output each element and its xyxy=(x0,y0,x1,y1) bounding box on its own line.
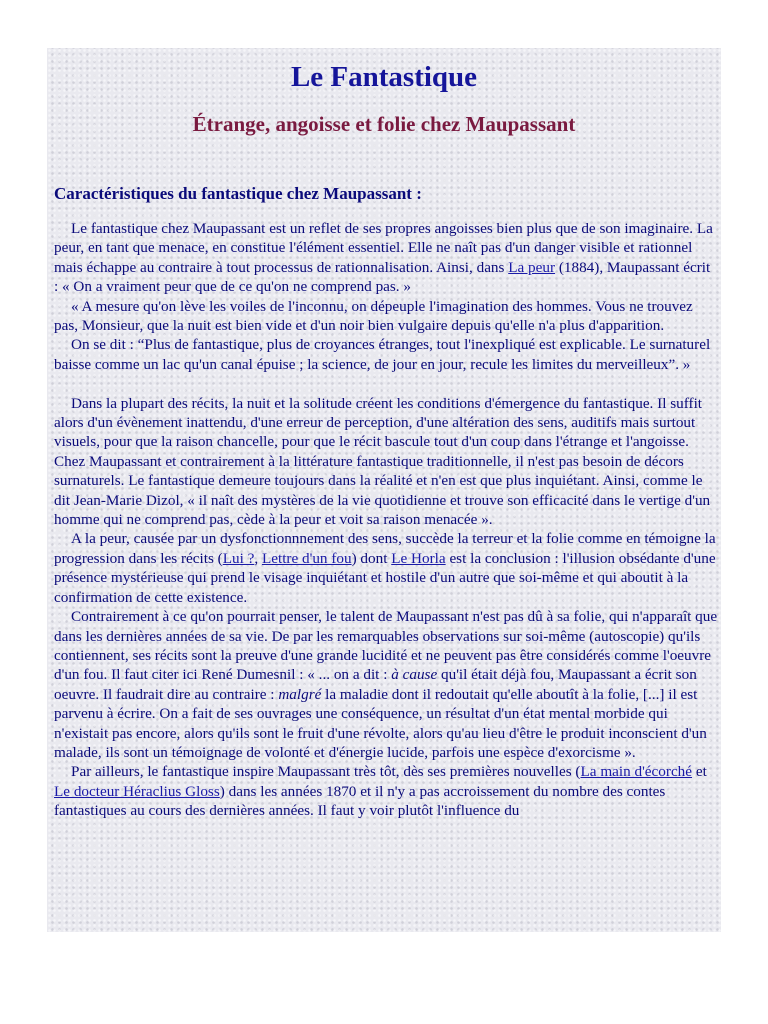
emphasis-text: malgré xyxy=(278,685,322,703)
paragraph-6 xyxy=(54,607,718,762)
paragraph-3: On se dit : “Plus de fantastique, plus de croyances étranges, tout l'inexpliqué est explicable. Le surnaturel baisse comme un lac qu'un canal épuise ; la science, de jour en jour, recule les limites du merveilleux”. » xyxy=(54,336,711,373)
page-title: Le Fantastique xyxy=(290,61,478,93)
paragraph-text: et xyxy=(692,763,707,781)
paragraph-text: ) dans les années 1870 et il n'y a pas accroissement du nombre des contes fantastiques au cours des dernières années. Il faut y voir plutôt l'influence du xyxy=(54,782,666,820)
paragraph-1 xyxy=(54,219,718,297)
emphasis-text: à cause xyxy=(391,666,438,684)
link-la-main-d-ecorche[interactable]: La main d'écorché xyxy=(580,763,693,781)
paragraph-5 xyxy=(54,529,718,607)
paragraph-text: qu'il était déjà fou, Maupassant a écrit son oeuvre. Il faudrait dire au contraire : xyxy=(54,666,697,703)
paragraph-text: , xyxy=(254,549,262,567)
paragraph-text: Contrairement à ce qu'on pourrait penser, le talent de Maupassant n'est pas dû à sa folie, qui n'apparaît que dans les dernières années de sa vie. De par les remarquables observations sur soi-même (autoscopie) qu'ils contiennent, ses récits sont la preuve d'une grande lucidité et ne peuvent pas être considérés comme l'oeuvre d'un fou. Il faut citer ici René Dumesnil : « ... on a dit : xyxy=(54,608,718,684)
paragraph-text: ) dont xyxy=(351,549,392,567)
link-la-peur[interactable]: La peur xyxy=(508,258,556,276)
link-lettre-d-un-fou[interactable]: Lettre d'un fou xyxy=(261,549,352,567)
paragraph-text: la maladie dont il redoutait qu'elle aboutît à la folie, [...] il est parvenu à écrire. On a fait de ses ouvrages une conséquence, un résultat d'un état mental morbide qui n'existait pas encore, alors qu'ils sont le fruit d'une révolte, alors qu'au lieu d'être le produit inconscient d'un malade, ils sont un témoignage de volonté et d'énergie lucide, parfois une espèce d'exorcisme ». xyxy=(54,685,707,761)
paragraph-7 xyxy=(54,762,718,820)
paragraph-4: Dans la plupart des récits, la nuit et la solitude créent les conditions d'émergence du fantastique. Il suffit alors d'un évènement inattendu, d'une erreur de perception, d'une altération des sens, auditifs mais surtout visuels, pour que la raison chancelle, pour que le récit bascule tout d'un coup dans l'étrange et l'angoisse. Chez Maupassant et contrairement à la littérature fantastique traditionnelle, il n'est pas besoin de décors surnaturels. Le fantastique demeure toujours dans la réalité et n'en est que plus inquiétant. Ainsi, comme le dit Jean-Marie Dizol, « il naît des mystères de la vie quotidienne et trouve son efficacité dans le vertige d'un homme qui ne comprend pas, cède à la peur et voit sa raison menacée ». xyxy=(54,394,711,529)
link-le-docteur-heraclius-gloss[interactable]: Le docteur Héraclius Gloss xyxy=(54,782,220,800)
paragraph-text: Le fantastique chez Maupassant est un reflet de ses propres angoisses bien plus que de son imaginaire. La peur, en tant que menace, en constitue l'élément essentiel. Elle ne naît pas d'un danger visible et rationnel mais échappe au contraire à tout processus de rationnalisation. Ainsi, dans xyxy=(54,220,713,276)
paragraph-text: Par ailleurs, le fantastique inspire Maupassant très tôt, dès ses premières nouvelles ( xyxy=(71,763,581,781)
page-subtitle: Étrange, angoisse et folie chez Maupassant xyxy=(192,112,576,136)
paragraph-text: (1884), Maupassant écrit : « On a vraiment peur que de ce qu'on ne comprend pas. » xyxy=(54,258,711,296)
document-page xyxy=(47,48,721,932)
paragraph-2: « A mesure qu'on lève les voiles de l'inconnu, on dépeuple l'imagination des hommes. Vous ne trouvez pas, Monsieur, que la nuit est bien vide et d'un noir bien vulgaire depuis qu'elle n'a plus d'apparition. xyxy=(54,297,693,335)
paragraph-text: A la peur, causée par un dysfonctionnnement des sens, succède la terreur et la folie comme en témoigne la progression dans les récits ( xyxy=(54,530,716,567)
paragraph-text: est la conclusion : l'illusion obsédante d'une présence mystérieuse qui prend le visage inquiétant et hostile d'un autre que soi-même et qui aboutit à la confirmation de cette existence. xyxy=(54,549,716,606)
link-lui[interactable]: Lui ? xyxy=(222,549,255,567)
article-body xyxy=(54,219,718,821)
link-le-horla[interactable]: Le Horla xyxy=(391,549,446,567)
section-heading: Caractéristiques du fantastique chez Maupassant : xyxy=(54,184,422,203)
